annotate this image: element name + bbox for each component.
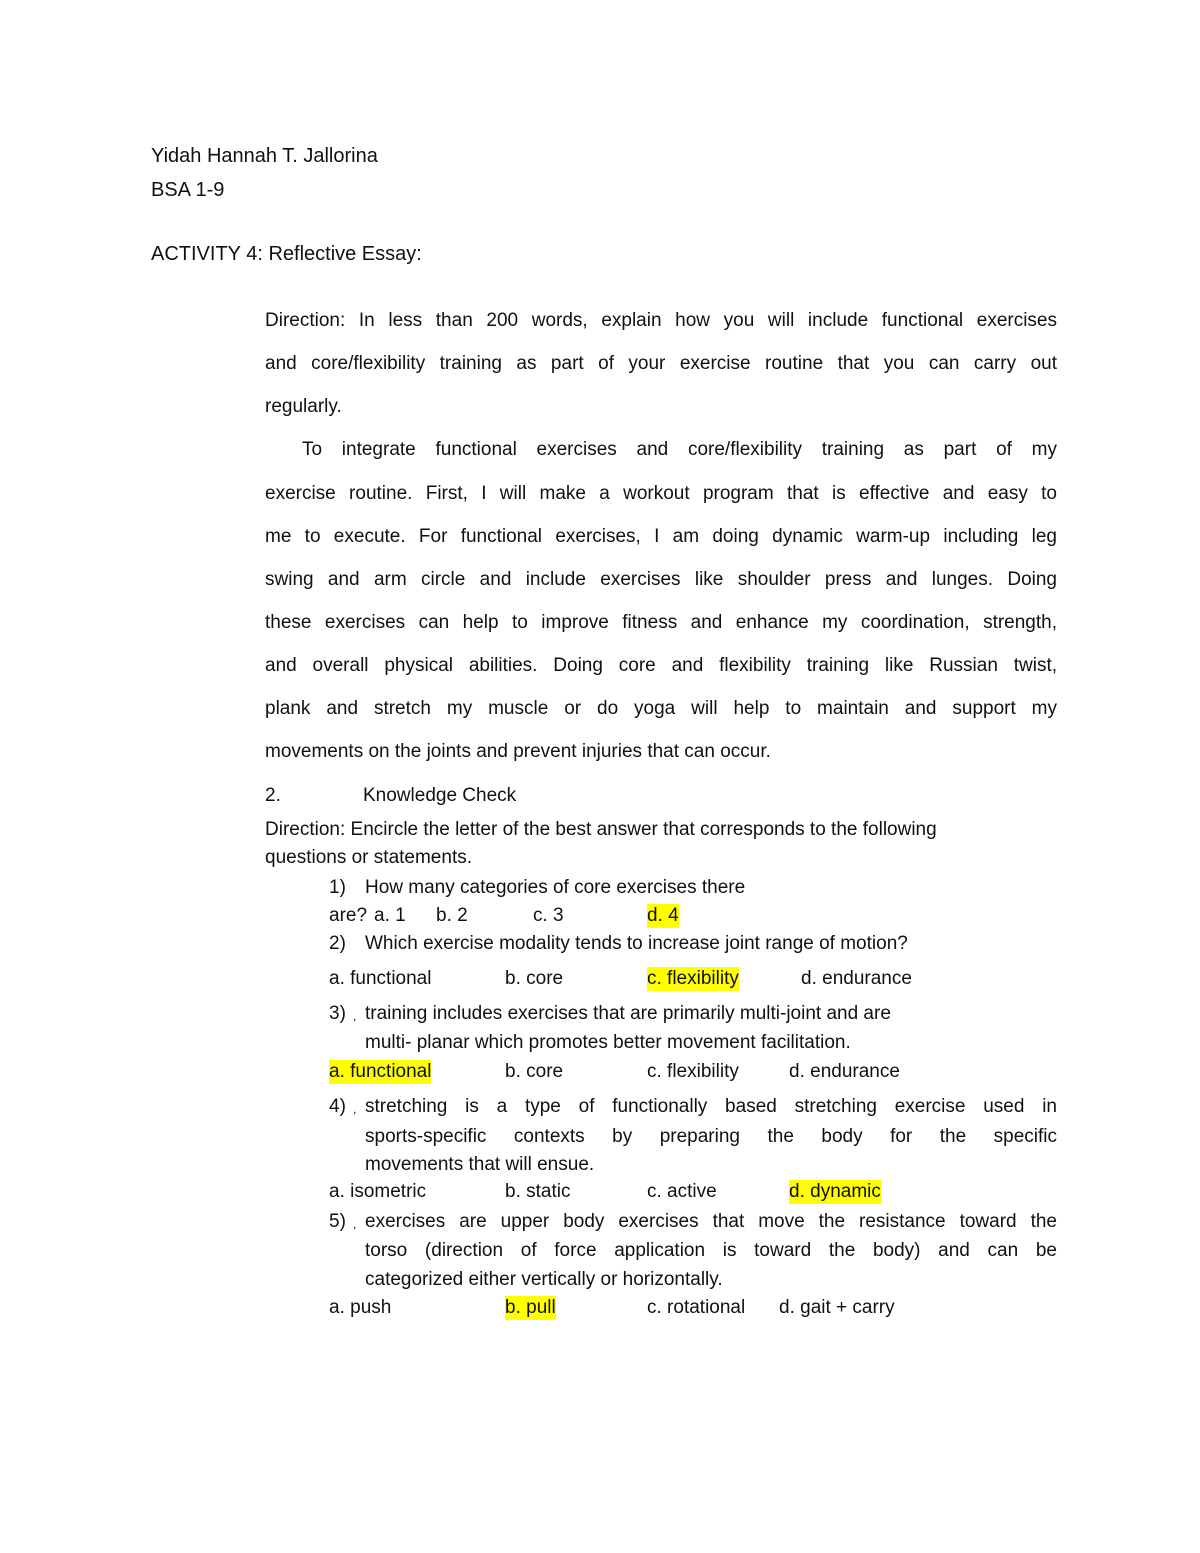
essay-body-line: these exercises can help to improve fitness and enhance my coordination, strength,: [265, 612, 1057, 633]
answer-option[interactable]: c. rotational: [647, 1297, 746, 1318]
question-text: categorized either vertically or horizontally.: [365, 1269, 723, 1290]
answer-option[interactable]: b. core: [505, 1061, 564, 1082]
answer-option[interactable]: c. 3: [533, 905, 564, 926]
kc-direction-line: questions or statements.: [265, 847, 472, 868]
answer-option[interactable]: a. 1: [374, 905, 406, 926]
kc-direction-line: Direction: Encircle the letter of the best answer that corresponds to the following: [265, 819, 937, 840]
answer-option[interactable]: d. endurance: [801, 968, 912, 989]
answer-option[interactable]: d. gait + carry: [779, 1297, 895, 1318]
question-number: 1): [329, 877, 346, 898]
activity-title: ACTIVITY 4: Reflective Essay:: [151, 243, 422, 265]
essay-body-line: me to execute. For functional exercises, I am doing dynamic warm-up including leg: [265, 526, 1057, 547]
essay-body-line: plank and stretch my muscle or do yoga will help to maintain and support my: [265, 698, 1057, 719]
question-blank: ,: [353, 1102, 357, 1116]
essay-body-line: exercise routine. First, I will make a workout program that is effective and easy to: [265, 483, 1057, 504]
essay-direction-line: and core/flexibility training as part of your exercise routine that you can carry out: [265, 353, 1057, 374]
question-prefix: are?: [329, 905, 368, 926]
essay-direction-line: Direction: In less than 200 words, explain how you will include functional exercises: [265, 310, 1057, 331]
answer-option[interactable]: a. isometric: [329, 1181, 427, 1202]
section-number: 2.: [265, 785, 281, 806]
question-number: 3): [329, 1003, 346, 1024]
answer-option-selected[interactable]: d. dynamic: [789, 1181, 881, 1202]
essay-body-line: and overall physical abilities. Doing core and flexibility training like Russian twist,: [265, 655, 1057, 676]
answer-option[interactable]: b. core: [505, 968, 564, 989]
essay-body-line: swing and arm circle and include exercises like shoulder press and lunges. Doing: [265, 569, 1057, 590]
question-text: movements that will ensue.: [365, 1154, 595, 1175]
answer-option[interactable]: b. static: [505, 1181, 571, 1202]
answer-option[interactable]: d. endurance: [789, 1061, 900, 1082]
question-number: 2): [329, 933, 346, 954]
question-text: torso (direction of force application is toward the body) and can be: [365, 1240, 1057, 1261]
essay-body-line: To integrate functional exercises and core/flexibility training as part of my: [302, 439, 1057, 460]
question-text: stretching is a type of functionally based stretching exercise used in: [365, 1096, 1057, 1117]
question-number: 5): [329, 1211, 346, 1232]
question-text: exercises are upper body exercises that move the resistance toward the: [365, 1211, 1057, 1232]
student-name: Yidah Hannah T. Jallorina: [151, 145, 378, 167]
question-text: multi- planar which promotes better movement facilitation.: [365, 1032, 851, 1053]
answer-option[interactable]: c. flexibility: [647, 1061, 739, 1082]
question-blank: ,: [353, 1009, 357, 1023]
section-title: Knowledge Check: [363, 785, 517, 806]
question-text: Which exercise modality tends to increase joint range of motion?: [365, 933, 908, 954]
answer-option-selected[interactable]: c. flexibility: [647, 968, 739, 989]
answer-option-selected[interactable]: b. pull: [505, 1297, 556, 1318]
question-text: How many categories of core exercises there: [365, 877, 746, 898]
student-section: BSA 1-9: [151, 179, 225, 201]
question-number: 4): [329, 1096, 346, 1117]
essay-body-line: movements on the joints and prevent injuries that can occur.: [265, 741, 771, 762]
answer-option[interactable]: a. push: [329, 1297, 392, 1318]
answer-option[interactable]: b. 2: [436, 905, 468, 926]
essay-direction-line: regularly.: [265, 396, 342, 417]
answer-option[interactable]: a. functional: [329, 968, 432, 989]
question-blank: ,: [353, 1217, 357, 1231]
answer-option[interactable]: c. active: [647, 1181, 717, 1202]
answer-option-selected[interactable]: d. 4: [647, 905, 679, 926]
question-text: sports-specific contexts by preparing the body for the specific: [365, 1126, 1057, 1147]
question-text: training includes exercises that are primarily multi-joint and are: [365, 1003, 891, 1024]
answer-option-selected[interactable]: a. functional: [329, 1061, 432, 1082]
